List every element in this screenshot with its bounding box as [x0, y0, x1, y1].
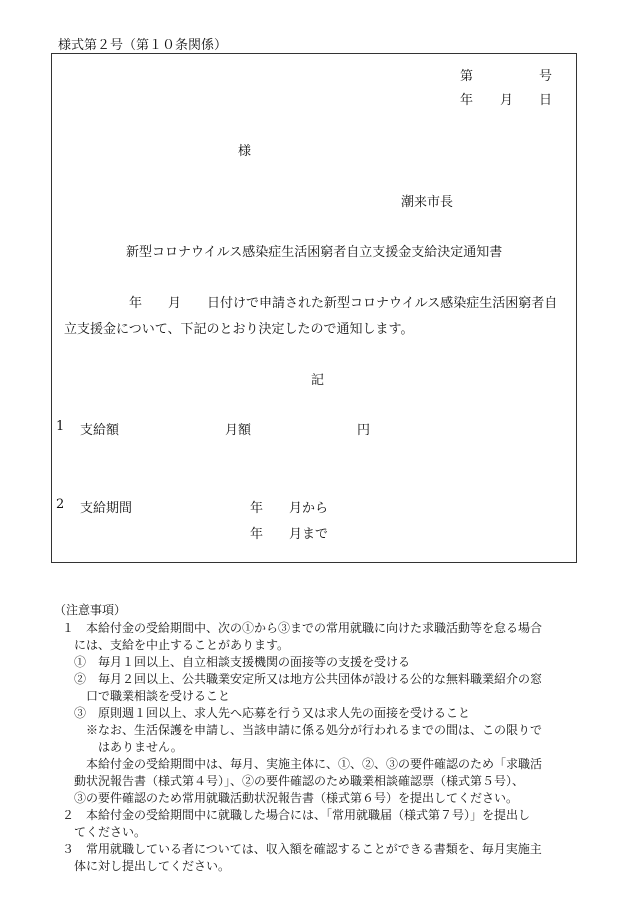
- note-line: ③の要件確認のため常用就職活動状況報告書（様式第６号）を提出してください。: [74, 791, 519, 805]
- note-line: ① 毎月１回以上、自立相談支援機関の面接等の支援を受ける: [74, 655, 411, 669]
- note-line: １ 本給付金の受給期間中、次の①から③までの常用就職に向けた求職活動等を怠る場合: [62, 621, 543, 635]
- notes-heading: （注意事項）: [54, 603, 127, 617]
- item2-to-year: 年: [250, 527, 264, 542]
- note-line: 口で職業相談を受けること: [86, 689, 231, 703]
- item1-yen: 円: [357, 423, 371, 438]
- note-line: ※なお、生活保護を申請し、当該申請に係る処分が行われるまでの間は、この限りで: [86, 723, 543, 737]
- date-month: 月: [500, 93, 514, 108]
- document-title: 新型コロナウイルス感染症生活困窮者自立支援金支給決定通知書: [126, 245, 503, 260]
- body-month: 月: [168, 296, 182, 311]
- recipient-honorific: 様: [238, 144, 252, 159]
- date-year: 年: [460, 93, 474, 108]
- note-line: 体に対し提出してください。: [74, 859, 231, 873]
- number-suffix: 号: [539, 69, 553, 84]
- note-line: ② 毎月２回以上、公共職業安定所又は地方公共団体が設ける公的な無料職業紹介の窓: [74, 672, 543, 686]
- note-line: 動状況報告書（様式第４号）」、②の要件確認のため職業相談確認票（様式第５号）、: [74, 774, 525, 788]
- item2-to-month: 月まで: [289, 527, 329, 542]
- body-line1: 日付けで申請された新型コロナウイルス感染症生活困窮者自: [207, 296, 558, 311]
- note-line: はありません。: [98, 740, 183, 754]
- note-line: てください。: [74, 825, 147, 839]
- item1-monthly: 月額: [225, 423, 252, 438]
- item2-number: 2: [56, 497, 65, 512]
- number-prefix: 第: [460, 69, 474, 84]
- note-line: ③ 原則週１回以上、求人先へ応募を行う又は求人先の面接を受けること: [74, 706, 471, 720]
- body-year: 年: [129, 296, 143, 311]
- note-line: ２ 本給付金の受給期間中に就職した場合には、「常用就職届（様式第７号）」を提出し: [62, 808, 531, 822]
- note-line: には、支給を中止することがあります。: [74, 638, 290, 652]
- ki-marker: 記: [311, 373, 325, 388]
- form-label: 様式第２号（第１０条関係）: [58, 38, 228, 53]
- item1-label: 支給額: [80, 423, 120, 438]
- item1-number: 1: [56, 419, 65, 434]
- issuer-name: 潮来市長: [401, 195, 454, 210]
- item2-label: 支給期間: [80, 501, 133, 516]
- notice-frame: [51, 53, 577, 563]
- note-line: ３ 常用就職している者については、収入額を確認することができる書類を、毎月実施主: [62, 842, 542, 856]
- body-line2: 立支援金について、下記のとおり決定したので通知します。: [64, 322, 414, 337]
- item2-from-year: 年: [250, 501, 264, 516]
- note-line: 本給付金の受給期間中は、毎月、実施主体に、①、②、③の要件確認のため「求職活: [86, 757, 543, 771]
- date-day: 日: [539, 93, 553, 108]
- item2-from-month: 月から: [289, 501, 329, 516]
